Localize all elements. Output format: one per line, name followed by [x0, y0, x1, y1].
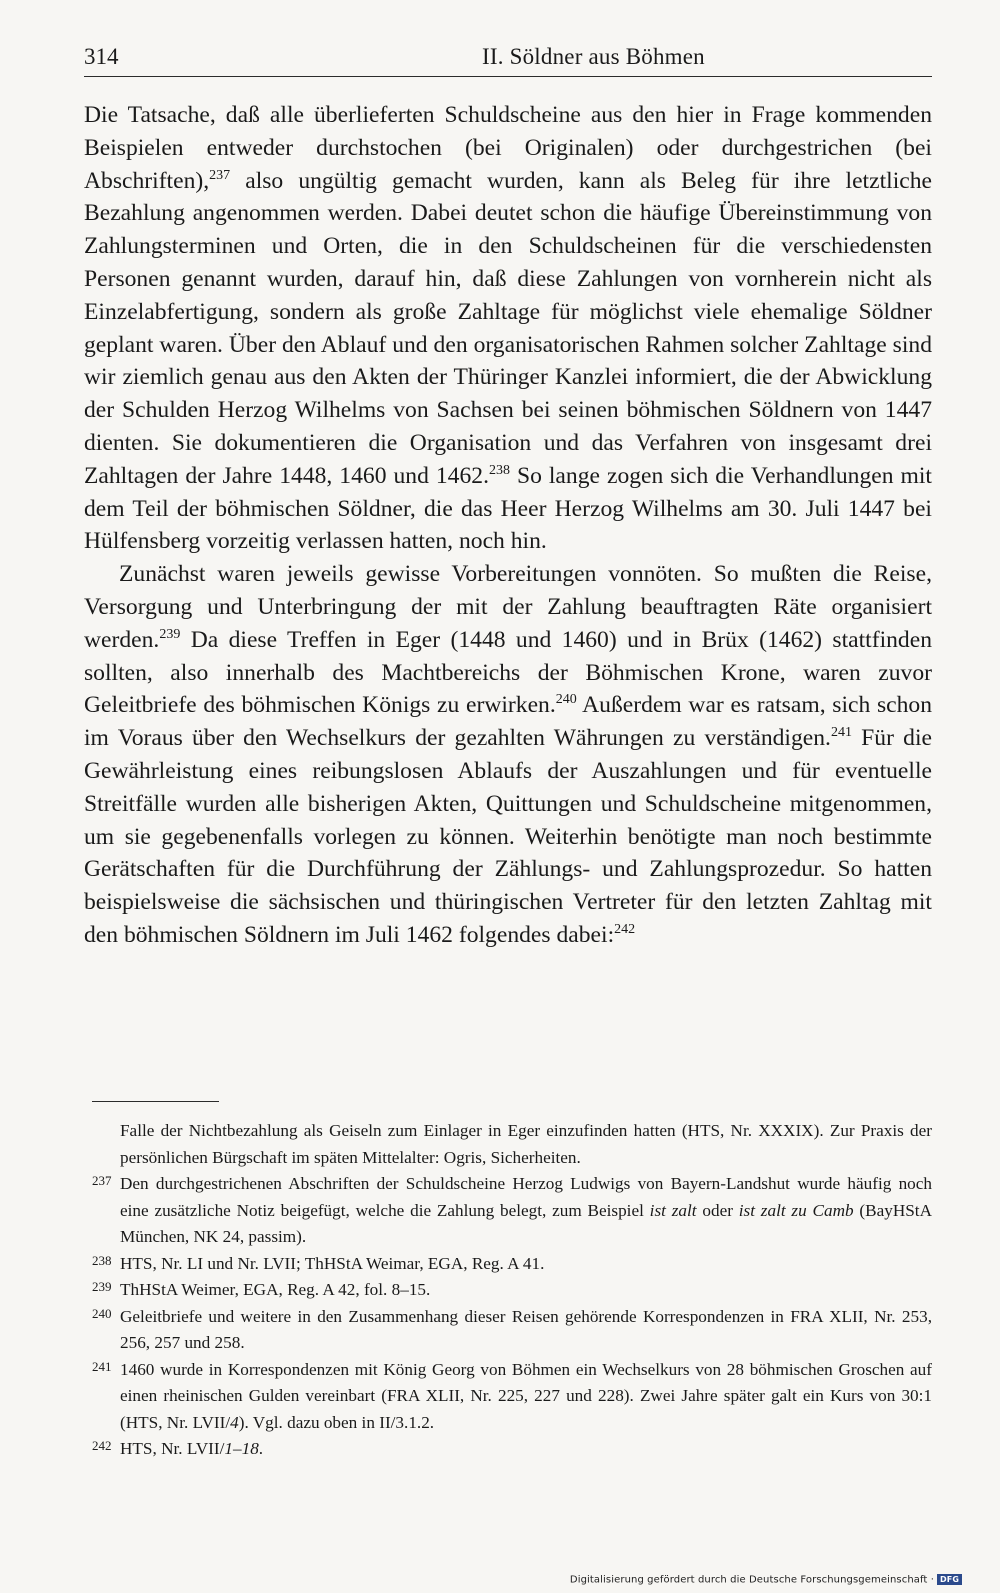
text-run: Außerdem war es ratsam, sich schon im Voraus über den Wechselkurs der gezahlten Währungen zu verständigen.: [84, 692, 933, 752]
text-run: Für die Gewährleistung eines reibungslosen Ablaufs der Auszahlungen und für eventuelle Streitfälle wurden alle bisherigen Akten, Quittungen und Schuldscheine mitgenommen, um sie gegebenenfalls vorlegen zu können. Weiterhin benötigte man noch bestimmte Gerätschaften für die Durchführung der Zählungs- und Zahlungsprozedur. So hatten beispielsweise die sächsischen und thüringischen Vertreter für den letzten Zahltag mit den böhmischen Söldnern im Juli 1462 folgendes dabei:: [84, 725, 932, 948]
footnote-text: ). Vgl. dazu oben in II/3.1.2.: [238, 1412, 435, 1432]
dfg-logo: DFG: [937, 1574, 962, 1585]
paragraph-1: [84, 99, 932, 558]
footnote-text: .: [258, 1439, 264, 1458]
footnote-ref-242[interactable]: 242: [614, 921, 636, 937]
text-run: So lange zogen sich die Verhandlungen mit dem Teil der böhmischen Söldner, die das Heer Herzog Wilhelms am 30. Juli 1447 bei Hülfensberg vorzeitig verlassen hatten, noch hin.: [84, 462, 932, 555]
footnote-text: oder: [696, 1200, 739, 1220]
paragraph-2: [84, 558, 932, 952]
footnote-quote: ist zalt: [649, 1200, 697, 1220]
running-head: II. Söldner aus Böhmen: [482, 44, 705, 69]
footnote-240: [92, 1304, 932, 1357]
footnote-text: HTS, Nr. LI und Nr. LVII; ThHStA Weimar, EGA, Reg. A 41.: [120, 1253, 545, 1273]
footnote-238: [92, 1251, 932, 1278]
footnote-number: 240: [92, 1305, 112, 1321]
footnote-italic: 4: [230, 1412, 239, 1432]
footnote-continued: [92, 1118, 932, 1171]
footnote-number: 238: [92, 1252, 112, 1268]
footnote-text: Geleitbriefe und weitere in den Zusammenhang dieser Reisen gehörende Korrespondenzen in FRA XLII, Nr. 253, 256, 257 und 258.: [120, 1306, 932, 1352]
footnote-text: HTS, Nr. LVII/: [120, 1439, 225, 1458]
page-number: 314: [84, 44, 119, 69]
footnote-ref-239[interactable]: 239: [159, 626, 181, 642]
footnote-number: 241: [92, 1358, 112, 1374]
footnote-239: [92, 1277, 932, 1304]
footnotes: [92, 1118, 932, 1463]
main-text: [84, 99, 932, 952]
footnote-ref-241[interactable]: 241: [830, 725, 852, 741]
footnote-text: ThHStA Weimer, EGA, Reg. A 42, fol. 8–15.: [120, 1280, 431, 1299]
footnote-number: 239: [92, 1279, 112, 1294]
footnote-242: [92, 1436, 932, 1463]
footnote-ref-240[interactable]: 240: [555, 692, 577, 708]
footnote-number: 242: [92, 1438, 112, 1453]
footnote-number: 237: [92, 1173, 112, 1188]
footnote-quote: ist zalt zu Camb: [738, 1200, 854, 1220]
footnote-divider: [92, 1101, 219, 1102]
page-header: [84, 42, 932, 77]
footnote-text: Falle der Nichtbezahlung als Geiseln zum Einlager in Eger einzufinden hatten (HTS, Nr. XXXIX). Zur Praxis der persönlichen Bürgschaft im späten Mittelalter: Ogris, Sicherheiten.: [120, 1121, 932, 1167]
footnote-241: [92, 1357, 932, 1437]
digitization-credit: [570, 1574, 962, 1586]
text-run: Zunächst waren jeweils gewisse Vorbereitungen vonnöten. So mußten die Reise, Versorgung und Unterbringung der mit der Zahlung beauftragten Räte organisiert werden.: [84, 561, 932, 653]
credit-text: Digitalisierung gefördert durch die Deutsche Forschungsgemeinschaft ·: [569, 1574, 935, 1586]
footnote-text: Den durchgestrichenen Abschriften der Schuldscheine Herzog Ludwigs von Bayern-Landshut wurde häufig noch eine zusätzliche Notiz beigefügt, welche die Zahlung belegt, zum Beispiel: [120, 1174, 932, 1220]
footnote-text: 1460 wurde in Korrespondenzen mit König Georg von Böhmen ein Wechselkurs von 28 böhmischen Groschen auf einen rheinischen Gulden vereinbart (FRA XLII, Nr. 225, 227 und 228). Zwei Jahre später galt ein Kurs von 30:1 (HTS, Nr. LVII/: [120, 1359, 932, 1432]
footnote-ref-237[interactable]: 237: [209, 167, 231, 183]
text-run: also ungültig gemacht wurden, kann als Beleg für ihre letztliche Bezahlung angenommen werden. Dabei deutet schon die häufige Übereinstimmung von Zahlungsterminen und Orten, die in den Schuldscheinen für die verschiedensten Personen genannt wurden, darauf hin, daß diese Zahlungen von vornherein nicht als Einzelabfertigung, sondern als große Zahltage für möglichst viele ehemalige Söldner geplant waren. Über den Ablauf und den organisatorischen Rahmen solcher Zahltage sind wir ziemlich genau aus den Akten der Thüringer Kanzlei informiert, die der Abwicklung der Schulden Herzog Wilhelms von Sachsen bei seinen böhmischen Söldnern von 1447 dienten. Sie dokumentieren die Organisation und das Verfahren von insgesamt drei Zahltagen der Jahre 1448, 1460 und 1462.: [84, 167, 932, 489]
footnote-italic: 1–18: [224, 1439, 259, 1458]
text-run: Da diese Treffen in Eger (1448 und 1460) und in Brüx (1462) stattfinden sollten, also innerhalb des Machtbereichs der Böhmischen Krone, waren zuvor Geleitbriefe des böhmischen Königs zu erwirken.: [84, 626, 932, 719]
text-run: Die Tatsache, daß alle überlieferten Schuldscheine aus den hier in Frage kommenden Beispielen entweder durchstochen (bei Originalen) oder durchgestrichen (bei Abschriften),: [84, 102, 932, 194]
footnote-text: (BayHStA München, NK 24, passim).: [120, 1200, 932, 1246]
footnote-237: [92, 1171, 932, 1251]
footnote-ref-238[interactable]: 238: [488, 462, 510, 478]
